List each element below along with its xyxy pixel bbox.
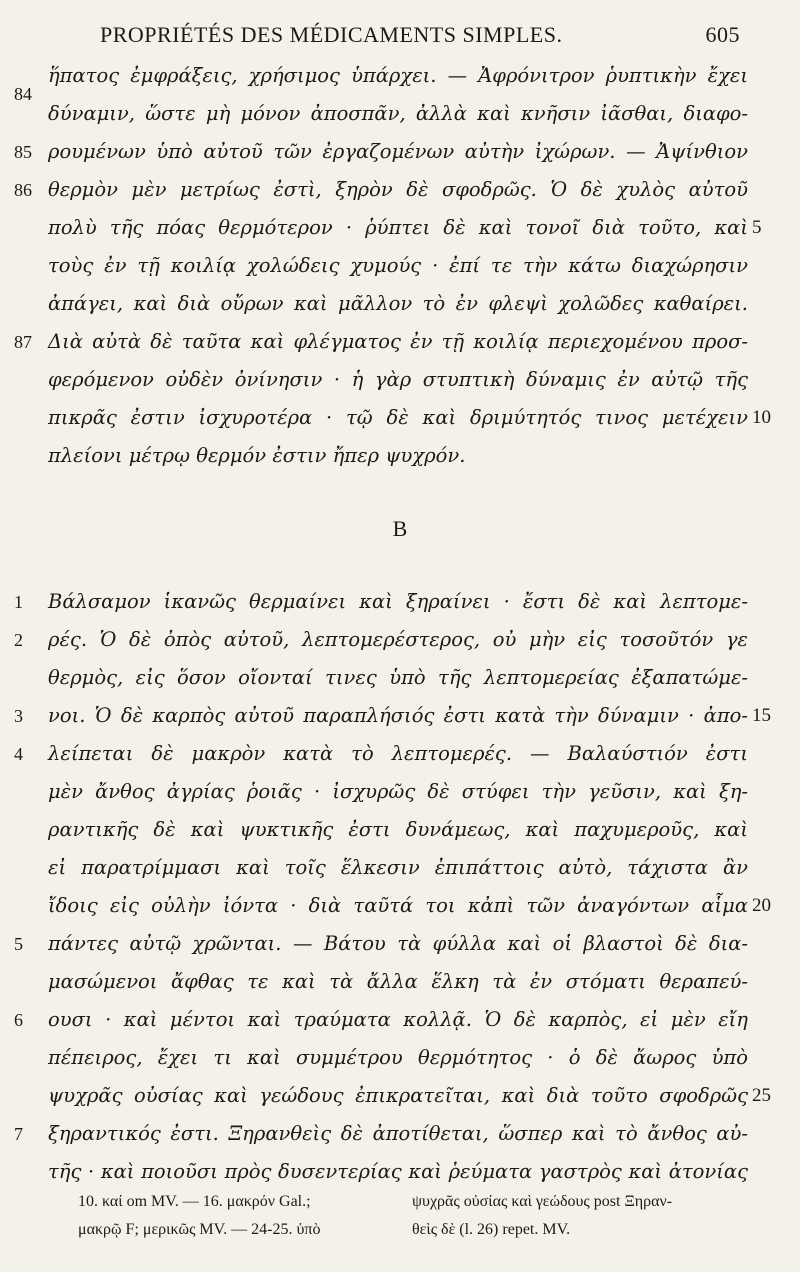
text-line: πικρᾶς ἐστιν ἰσχυροτέρα · τῷ δὲ καὶ δριμύτητός τινος μετέχειν: [48, 406, 748, 429]
left-line-number: 85: [14, 142, 32, 162]
footnote-line: μακρῷ F; μερικῶς MV. — 24-25. ὑπὸ: [78, 1221, 321, 1238]
text-line: Βάλσαμον ἱκανῶς θερμαίνει καὶ ξηραίνει · ἔστι δὲ καὶ λεπτομε-: [48, 590, 748, 613]
text-line: τῆς · καὶ ποιοῦσι πρὸς δυσεντερίας καὶ ῥεύματα γαστρὸς καὶ ἀτονίας: [48, 1160, 748, 1183]
left-line-number: 86: [14, 180, 32, 200]
right-line-counter: 25: [752, 1085, 771, 1106]
left-line-number: 7: [14, 1124, 23, 1144]
left-line-number: 84: [14, 84, 32, 104]
text-line: πλείονι μέτρῳ θερμόν ἐστιν ἤπερ ψυχρόν.: [48, 444, 466, 467]
text-line: ἀπάγει, καὶ διὰ οὔρων καὶ μᾶλλον τὸ ἐν φλεψὶ χολῶδες καθαίρει.: [48, 292, 748, 315]
left-line-number: 3: [14, 706, 23, 726]
text-line: ἥπατος ἐμφράξεις, χρήσιμος ὑπάρχει. — Ἀφρόνιτρον ῥυπτικὴν ἔχει: [48, 64, 748, 87]
text-line: θερμὸς, εἰς ὅσον οἴονταί τινες ὑπὸ τῆς λεπτομερείας ἐξαπατώμε-: [48, 666, 748, 689]
text-line: ρές. Ὁ δὲ ὀπὸς αὐτοῦ, λεπτομερέστερος, οὐ μὴν εἰς τοσοῦτόν γε: [48, 628, 748, 651]
left-line-number: 5: [14, 934, 23, 954]
left-line-number: 1: [14, 592, 23, 612]
text-line: δύναμιν, ὥστε μὴ μόνον ἀποσπᾶν, ἀλλὰ καὶ κνῆσιν ἰᾶσθαι, διαφο-: [48, 102, 748, 125]
right-line-counter: 10: [752, 407, 771, 428]
left-line-number: 4: [14, 744, 23, 764]
right-line-counter: 15: [752, 705, 771, 726]
text-line: ψυχρᾶς οὐσίας καὶ γεώδους ἐπικρατεῖται, καὶ διὰ τοῦτο σφοδρῶς: [48, 1084, 748, 1107]
text-line: νοι. Ὁ δὲ καρπὸς αὐτοῦ παραπλήσιός ἐστι κατὰ τὴν δύναμιν · ἀπο-: [48, 704, 748, 727]
footnote-line: ψυχρᾶς οὐσίας καὶ γεώδους post Ξηραν-: [412, 1193, 673, 1210]
footnote-line: θεὶς δὲ (l. 26) repet. MV.: [412, 1221, 571, 1238]
text-line: ἴδοις εἰς οὐλὴν ἰόντα · διὰ ταῦτά τοι κἀπὶ τῶν ἀναγόντων αἷμα: [48, 894, 748, 917]
left-line-number: 6: [14, 1010, 23, 1030]
page-number: 605: [705, 22, 740, 47]
section-heading: B: [392, 516, 408, 541]
left-line-number: 2: [14, 630, 23, 650]
text-line: Διὰ αὐτὰ δὲ ταῦτα καὶ φλέγματος ἐν τῇ κοιλίᾳ περιεχομένου προσ-: [48, 330, 748, 353]
text-line: ρουμένων ὑπὸ αὐτοῦ τῶν ἐργαζομένων αὐτὴν ἰχώρων. — Ἀψίνθιον: [48, 140, 748, 163]
text-line: θερμὸν μὲν μετρίως ἐστὶ, ξηρὸν δὲ σφοδρῶς. Ὁ δὲ χυλὸς αὐτοῦ: [48, 178, 748, 201]
right-line-counter: 20: [752, 895, 771, 916]
right-line-counter: 5: [752, 217, 762, 238]
text-line: ουσι · καὶ μέντοι καὶ τραύματα κολλᾷ. Ὁ δὲ καρπὸς, εἰ μὲν εἴη: [48, 1008, 748, 1031]
footnote-line: 10. καί om MV. — 16. μακρόν Gal.;: [78, 1193, 311, 1210]
text-line: μασώμενοι ἄφθας τε καὶ τὰ ἄλλα ἕλκη τὰ ἐν στόματι θεραπεύ-: [48, 970, 748, 993]
text-line: ραντικῆς δὲ καὶ ψυκτικῆς ἐστι δυνάμεως, καὶ παχυμεροῦς, καὶ: [48, 818, 748, 841]
text-line: λείπεται δὲ μακρὸν κατὰ τὸ λεπτομερές. — Βαλαύστιόν ἐστι: [48, 742, 748, 765]
text-line: μὲν ἄνθος ἀγρίας ῥοιᾶς · ἰσχυρῶς δὲ στύφει τὴν γεῦσιν, καὶ ξη-: [48, 780, 748, 803]
left-line-number: 87: [14, 332, 32, 352]
text-line: πολὺ τῆς πόας θερμότερον · ῥύπτει δὲ καὶ τονοῖ διὰ τοῦτο, καὶ: [48, 216, 748, 239]
text-line: πάντες αὐτῷ χρῶνται. — Βάτου τὰ φύλλα καὶ οἱ βλαστοὶ δὲ δια-: [48, 932, 748, 955]
text-line: τοὺς ἐν τῇ κοιλίᾳ χολώδεις χυμούς · ἐπί τε τὴν κάτω διαχώρησιν: [48, 254, 748, 277]
text-line: εἰ παρατρίμμασι καὶ τοῖς ἕλκεσιν ἐπιπάττοις αὐτὸ, τάχιστα ἂν: [48, 856, 748, 879]
text-line: φερόμενον οὐδὲν ὀνίνησιν · ἡ γὰρ στυπτικὴ δύναμις ἐν αὐτῷ τῆς: [48, 368, 748, 391]
text-line: ξηραντικός ἐστι. Ξηρανθεὶς δὲ ἀποτίθεται, ὥσπερ καὶ τὸ ἄνθος αὐ-: [48, 1122, 748, 1145]
running-title: PROPRIÉTÉS DES MÉDICAMENTS SIMPLES.: [100, 22, 563, 47]
text-line: πέπειρος, ἔχει τι καὶ συμμέτρου θερμότητος · ὁ δὲ ἄωρος ὑπὸ: [48, 1046, 748, 1069]
